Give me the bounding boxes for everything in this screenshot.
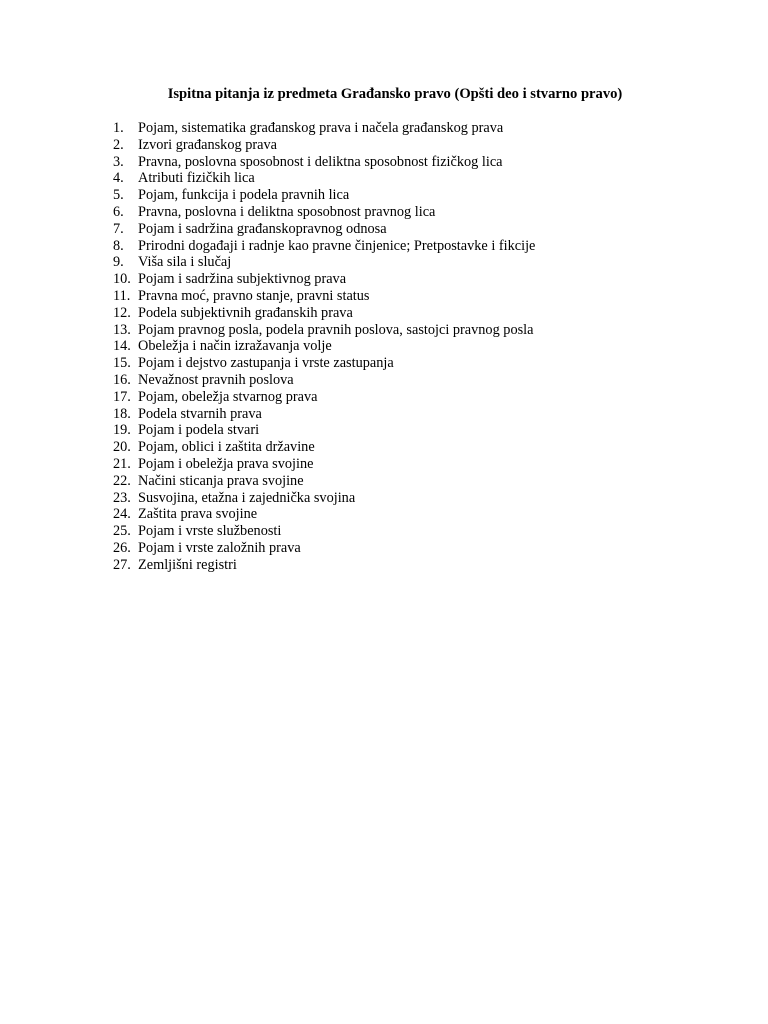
question-text: Pojam i sadržina subjektivnog prava — [138, 271, 347, 288]
question-text: Podela subjektivnih građanskih prava — [138, 304, 353, 321]
question-text: Pojam i sadržina građanskopravnog odnosa — [138, 220, 387, 237]
question-number: 15. — [113, 355, 131, 372]
question-number: 9. — [113, 254, 124, 271]
list-item — [113, 120, 535, 137]
list-item — [113, 204, 535, 221]
question-number: 23. — [113, 489, 131, 506]
list-item — [113, 523, 535, 540]
list-item — [113, 288, 535, 305]
list-item — [113, 271, 535, 288]
list-item — [113, 406, 535, 423]
question-text: Pojam pravnog posla, podela pravnih poslova, sastojci pravnog posla — [138, 321, 534, 338]
question-number: 1. — [113, 120, 124, 136]
question-text: Atributi fizičkih lica — [138, 170, 255, 187]
list-item — [113, 490, 535, 507]
question-number: 12. — [113, 304, 131, 321]
question-number: 7. — [113, 220, 124, 237]
question-text: Susvojina, etažna i zajednička svojina — [138, 489, 356, 506]
question-number: 5. — [113, 187, 124, 204]
question-text: Izvori građanskog prava — [138, 136, 277, 153]
question-number: 19. — [113, 422, 131, 439]
question-text: Pojam i obeležja prava svojine — [138, 455, 314, 472]
list-item — [113, 238, 535, 255]
question-list — [113, 120, 535, 574]
list-item — [113, 372, 535, 389]
question-number: 18. — [113, 405, 131, 422]
question-number: 11. — [113, 287, 131, 304]
question-number: 4. — [113, 170, 124, 187]
list-item — [113, 187, 535, 204]
document-title: Ispitna pitanja iz predmeta Građansko pravo (Opšti deo i stvarno pravo) — [167, 86, 623, 102]
question-number: 27. — [113, 556, 131, 573]
question-text: Načini sticanja prava svojine — [138, 472, 304, 489]
question-number: 17. — [113, 388, 131, 405]
question-text: Pojam i vrste založnih prava — [138, 539, 301, 556]
list-item — [113, 137, 535, 154]
list-item — [113, 422, 535, 439]
question-text: Pravna, poslovna sposobnost i deliktna sposobnost fizičkog lica — [138, 153, 503, 170]
question-number: 8. — [113, 237, 124, 254]
question-text: Pravna moć, pravno stanje, pravni status — [138, 287, 370, 304]
question-number: 13. — [113, 321, 131, 338]
question-text: Zemljišni registri — [138, 556, 237, 573]
list-item — [113, 338, 535, 355]
list-item — [113, 254, 535, 271]
question-number: 2. — [113, 136, 124, 153]
question-number: 6. — [113, 203, 124, 220]
list-item — [113, 170, 535, 187]
question-number: 10. — [113, 271, 131, 288]
list-item — [113, 305, 535, 322]
question-text: Pravna, poslovna i deliktna sposobnost pravnog lica — [138, 203, 436, 220]
question-text: Pojam, obeležja stvarnog prava — [138, 388, 318, 405]
question-text: Pojam, funkcija i podela pravnih lica — [138, 187, 350, 204]
question-text: Podela stvarnih prava — [138, 405, 262, 422]
question-text: Prirodni događaji i radnje kao pravne činjenice; Pretpostavke i fikcije — [138, 237, 536, 254]
question-number: 16. — [113, 371, 131, 388]
question-number: 25. — [113, 523, 131, 540]
question-text: Pojam i podela stvari — [138, 422, 260, 439]
question-number: 26. — [113, 539, 131, 556]
list-item — [113, 456, 535, 473]
question-number: 14. — [113, 338, 131, 355]
question-text: Zaštita prava svojine — [138, 506, 258, 523]
question-text: Pojam, oblici i zaštita državine — [138, 439, 315, 456]
question-number: 21. — [113, 455, 131, 472]
list-item — [113, 389, 535, 406]
list-item — [113, 540, 535, 557]
question-number: 22. — [113, 472, 131, 489]
list-item — [113, 322, 535, 339]
question-number: 3. — [113, 153, 124, 170]
list-item — [113, 506, 535, 523]
question-text: Obeležja i način izražavanja volje — [138, 338, 332, 355]
list-item — [113, 473, 535, 490]
question-text: Nevažnost pravnih poslova — [138, 371, 294, 388]
list-item — [113, 439, 535, 456]
question-text: Viša sila i slučaj — [138, 254, 232, 271]
list-item — [113, 557, 535, 574]
question-number: 24. — [113, 506, 131, 523]
list-item — [113, 154, 535, 171]
list-item — [113, 355, 535, 372]
question-text: Pojam i vrste službenosti — [138, 523, 282, 540]
question-number: 20. — [113, 439, 131, 456]
question-text: Pojam, sistematika građanskog prava i načela građanskog prava — [138, 120, 504, 136]
list-item — [113, 221, 535, 238]
question-text: Pojam i dejstvo zastupanja i vrste zastupanja — [138, 355, 394, 372]
